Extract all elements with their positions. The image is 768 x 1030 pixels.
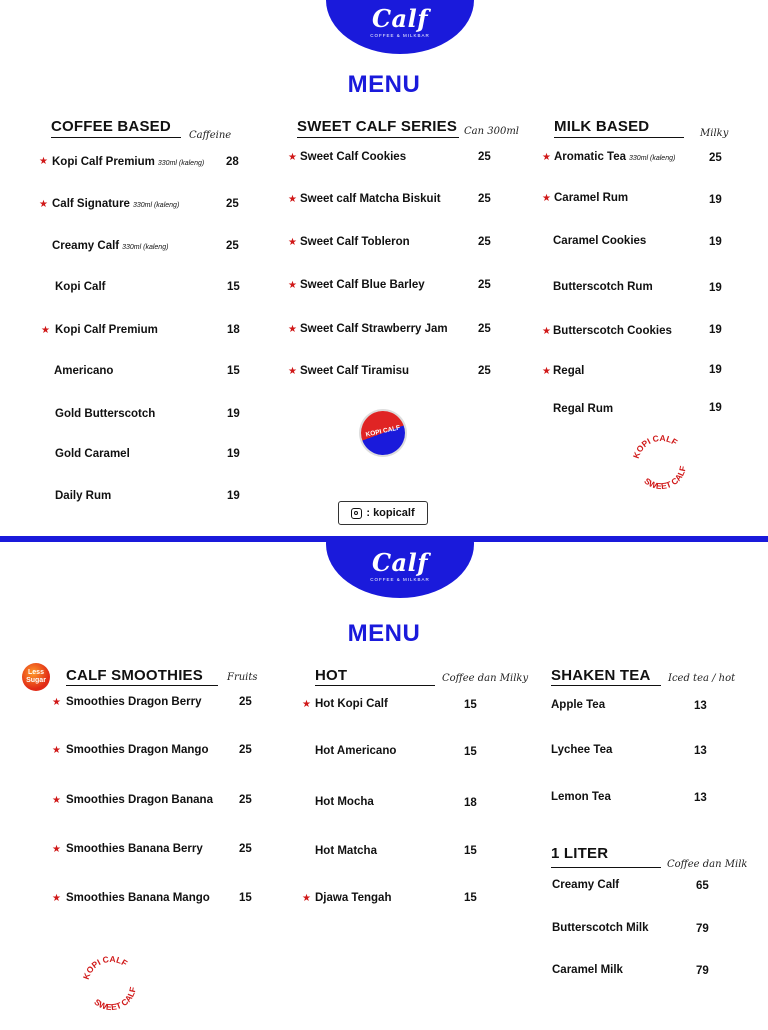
item-price: 25 bbox=[478, 236, 491, 248]
menu-item: Daily Rum bbox=[55, 490, 112, 502]
section-note: Coffee dan Milk bbox=[667, 859, 748, 870]
brand-tagline: COFFEE & MILKBAR bbox=[370, 33, 430, 38]
item-price: 25 bbox=[478, 365, 491, 377]
item-price: 25 bbox=[709, 152, 722, 164]
section-note: Milky bbox=[700, 128, 729, 139]
section-underline bbox=[551, 685, 661, 686]
item-price: 19 bbox=[709, 282, 722, 294]
item-price: 25 bbox=[239, 696, 252, 708]
kopi-calf-stamp bbox=[630, 433, 692, 495]
menu-item: Sweet calf Matcha Biskuit bbox=[300, 193, 441, 205]
menu-item: Smoothies Dragon Berry bbox=[66, 696, 202, 708]
section-note: Can 300ml bbox=[464, 126, 519, 137]
section-title: SWEET CALF SERIES bbox=[297, 118, 458, 135]
item-price: 18 bbox=[227, 324, 240, 336]
item-price: 25 bbox=[239, 744, 252, 756]
section-underline bbox=[554, 137, 684, 138]
svg-text:SWEET CALF bbox=[91, 983, 142, 1016]
item-price: 19 bbox=[709, 364, 722, 376]
star-icon: ★ bbox=[52, 697, 61, 708]
section-title: CALF SMOOTHIES bbox=[66, 667, 203, 684]
section-underline bbox=[315, 685, 435, 686]
menu-page-2 bbox=[0, 536, 768, 1030]
item-price: 15 bbox=[227, 365, 240, 377]
menu-item: Lemon Tea bbox=[551, 791, 611, 803]
menu-item: Sweet Calf Cookies bbox=[300, 151, 407, 163]
star-icon: ★ bbox=[542, 326, 551, 337]
item-price: 25 bbox=[226, 240, 239, 252]
item-price: 13 bbox=[694, 745, 707, 757]
menu-item: Butterscotch Rum bbox=[553, 281, 653, 293]
less-sugar-badge: Less Sugar bbox=[22, 663, 50, 691]
item-price: 19 bbox=[709, 194, 722, 206]
star-icon: ★ bbox=[288, 324, 297, 335]
item-price: 25 bbox=[226, 198, 239, 210]
section-title: 1 LITER bbox=[551, 845, 609, 862]
item-price: 19 bbox=[227, 490, 240, 502]
menu-item: Sweet Calf Blue Barley bbox=[300, 279, 425, 291]
section-underline bbox=[551, 867, 661, 868]
item-price: 15 bbox=[464, 746, 477, 758]
menu-item: Americano bbox=[54, 365, 114, 377]
menu-item: Caramel Rum bbox=[554, 192, 629, 204]
item-price: 15 bbox=[464, 892, 477, 904]
item-price: 15 bbox=[227, 281, 240, 293]
star-icon: ★ bbox=[39, 199, 48, 210]
brand-tagline: COFFEE & MILKBAR bbox=[370, 577, 430, 582]
section-note: Iced tea / hot bbox=[668, 673, 736, 684]
item-price: 79 bbox=[696, 965, 709, 977]
menu-item: Caramel Milk bbox=[552, 964, 623, 976]
svg-text:KOPI CALF bbox=[80, 954, 131, 983]
item-price: 19 bbox=[709, 324, 722, 336]
section-underline bbox=[297, 137, 459, 138]
menu-item: Sweet Calf Strawberry Jam bbox=[300, 323, 448, 335]
item-price: 28 bbox=[226, 156, 239, 168]
item-price: 25 bbox=[478, 193, 491, 205]
item-price: 15 bbox=[239, 892, 252, 904]
star-icon: ★ bbox=[288, 237, 297, 248]
stamp-bottom-text: SWEET CALF bbox=[642, 465, 688, 492]
item-price: 25 bbox=[239, 843, 252, 855]
section-underline bbox=[51, 137, 181, 138]
kopi-calf-sticker: KOPI CALF bbox=[361, 411, 405, 455]
menu-item: Gold Butterscotch bbox=[55, 408, 156, 420]
menu-item: Creamy Calf bbox=[552, 879, 620, 891]
item-price: 13 bbox=[694, 792, 707, 804]
menu-item: Smoothies Dragon Mango bbox=[66, 744, 209, 756]
menu-item: Calf Signature 330ml (kaleng) bbox=[52, 198, 180, 210]
instagram-icon bbox=[351, 508, 362, 519]
section-title: SHAKEN TEA bbox=[551, 667, 651, 684]
kopi-calf-stamp bbox=[80, 954, 142, 1016]
menu-item: Creamy Calf 330ml (kaleng) bbox=[52, 240, 169, 252]
menu-item: Hot Kopi Calf bbox=[315, 698, 388, 710]
star-icon: ★ bbox=[52, 844, 61, 855]
menu-title: MENU bbox=[347, 620, 421, 647]
star-icon: ★ bbox=[52, 795, 61, 806]
section-note: Caffeine bbox=[189, 130, 232, 141]
star-icon: ★ bbox=[288, 280, 297, 291]
stamp-top-text: KOPI CALF bbox=[80, 954, 130, 981]
menu-item: Hot Americano bbox=[315, 745, 397, 757]
brand-name: Calf bbox=[371, 548, 429, 577]
menu-item: Sweet Calf Tobleron bbox=[300, 236, 410, 248]
menu-item: Aromatic Tea 330ml (kaleng) bbox=[554, 151, 676, 163]
item-price: 18 bbox=[464, 797, 477, 809]
menu-item: Smoothies Banana Mango bbox=[66, 892, 210, 904]
menu-item: Smoothies Dragon Banana bbox=[66, 794, 213, 806]
section-title: MILK BASED bbox=[554, 118, 650, 135]
item-price: 25 bbox=[478, 323, 491, 335]
svg-text:KOPI CALF bbox=[630, 433, 681, 462]
item-price: 79 bbox=[696, 923, 709, 935]
brand-name: Calf bbox=[371, 4, 429, 33]
item-price: 13 bbox=[694, 700, 707, 712]
item-price: 19 bbox=[709, 236, 722, 248]
menu-item: Butterscotch Cookies bbox=[553, 325, 672, 337]
item-price: 25 bbox=[478, 151, 491, 163]
section-title: HOT bbox=[315, 667, 348, 684]
svg-text:SWEET CALF bbox=[641, 462, 692, 495]
menu-item: Sweet Calf Tiramisu bbox=[300, 365, 410, 377]
star-icon: ★ bbox=[288, 152, 297, 163]
menu-item: Kopi Calf bbox=[55, 281, 106, 293]
menu-item: Kopi Calf Premium 330ml (kaleng) bbox=[52, 156, 205, 168]
menu-item: Lychee Tea bbox=[551, 744, 613, 756]
section-note: Coffee dan Milky bbox=[442, 673, 529, 684]
item-price: 15 bbox=[464, 845, 477, 857]
star-icon: ★ bbox=[41, 325, 50, 336]
star-icon: ★ bbox=[542, 193, 551, 204]
star-icon: ★ bbox=[52, 745, 61, 756]
menu-item: Caramel Cookies bbox=[553, 235, 647, 247]
menu-item: Djawa Tengah bbox=[315, 892, 392, 904]
menu-item: Apple Tea bbox=[551, 699, 606, 711]
star-icon: ★ bbox=[288, 366, 297, 377]
star-icon: ★ bbox=[542, 366, 551, 377]
item-price: 65 bbox=[696, 880, 709, 892]
menu-item: Regal bbox=[553, 365, 585, 377]
stamp-bottom-text: SWEET CALF bbox=[92, 986, 138, 1013]
item-price: 19 bbox=[227, 408, 240, 420]
star-icon: ★ bbox=[542, 152, 551, 163]
menu-item: Hot Matcha bbox=[315, 845, 377, 857]
item-price: 19 bbox=[227, 448, 240, 460]
star-icon: ★ bbox=[52, 893, 61, 904]
star-icon: ★ bbox=[288, 194, 297, 205]
menu-item: Kopi Calf Premium bbox=[55, 324, 158, 336]
instagram-handle[interactable]: : kopicalf bbox=[338, 501, 428, 525]
item-price: 15 bbox=[464, 699, 477, 711]
section-title: COFFEE BASED bbox=[51, 118, 171, 135]
menu-item: Butterscotch Milk bbox=[552, 922, 649, 934]
star-icon: ★ bbox=[302, 699, 311, 710]
menu-item: Smoothies Banana Berry bbox=[66, 843, 203, 855]
item-price: 25 bbox=[478, 279, 491, 291]
section-underline bbox=[66, 685, 218, 686]
item-price: 25 bbox=[239, 794, 252, 806]
section-note: Fruits bbox=[227, 672, 258, 683]
star-icon: ★ bbox=[39, 156, 48, 167]
brand-logo bbox=[326, 536, 474, 598]
item-price: 19 bbox=[709, 402, 722, 414]
menu-title: MENU bbox=[347, 71, 421, 98]
menu-item: Regal Rum bbox=[553, 403, 614, 415]
brand-logo bbox=[326, 0, 474, 54]
star-icon: ★ bbox=[302, 893, 311, 904]
menu-item: Gold Caramel bbox=[55, 448, 130, 460]
menu-item: Hot Mocha bbox=[315, 796, 374, 808]
stamp-top-text: KOPI CALF bbox=[630, 433, 680, 460]
